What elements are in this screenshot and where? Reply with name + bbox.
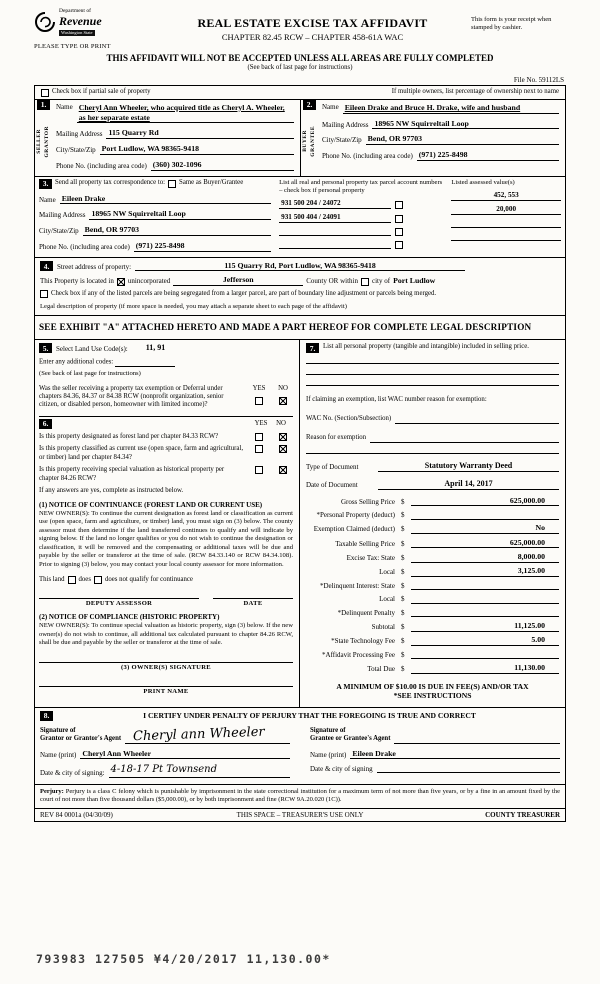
form-title: REAL ESTATE EXCISE TAX AFFIDAVIT xyxy=(197,16,428,30)
section-6-badge: 6. xyxy=(39,419,52,429)
personal-property-row xyxy=(306,343,559,353)
section-8-badge: 8. xyxy=(40,711,53,721)
perjury-lead: Perjury: xyxy=(40,787,64,795)
receipt-note: This form is your receipt when stamped by cashier. xyxy=(471,16,552,32)
send-correspondence-label: Send all property tax correspondence to: xyxy=(55,179,166,187)
wac-number-field[interactable] xyxy=(395,415,559,424)
historic-question: Is this property receiving special valuation as historical property per chapter 84.26 RCW? xyxy=(39,466,225,482)
buyer-name-text: Eileen Drake and Bruce H. Drake, wife and husband xyxy=(344,102,521,112)
signature-of-label: Signature of xyxy=(310,726,346,734)
any-yes-note: If any answers are yes, complete as instructed below. xyxy=(39,487,184,495)
multiple-owners-note: If multiple owners, list percentage of ownership next to name xyxy=(391,88,559,96)
land-does-not-checkbox[interactable] xyxy=(94,576,102,584)
subtotal-row xyxy=(306,621,559,632)
county-treasurer-label: COUNTY TREASURER xyxy=(485,810,560,819)
header-left xyxy=(34,8,154,51)
seller-city-label: City/State/Zip xyxy=(56,146,96,155)
personal-property-label: List all personal property (tangible and intangible) included in selling price. xyxy=(323,343,529,351)
grantee-signature-row xyxy=(310,727,560,744)
parcel-numbers-header: List all real and personal property tax parcel account numbers – check box if personal property xyxy=(279,178,443,194)
exemption-claimed-row xyxy=(306,523,559,534)
taxable-selling-price-row xyxy=(306,538,559,549)
grantee-date-row xyxy=(310,764,560,773)
grantee-signature-column xyxy=(310,727,560,778)
grantor-date-row xyxy=(40,764,290,778)
seller-city-row xyxy=(56,144,294,155)
land-use-label: Select Land Use Code(s): xyxy=(56,344,128,353)
street-address-value[interactable]: 115 Quarry Rd, Port Ludlow, WA 98365-9418 xyxy=(135,261,465,272)
total-due-label: Total Due xyxy=(367,664,395,673)
grantee-name-label: Name (print) xyxy=(310,750,347,759)
assessed-value-2[interactable]: 20,000 xyxy=(451,205,561,215)
section-3-badge: 3. xyxy=(39,179,52,189)
grantor-agent-label: Grantor or Grantor's Agent xyxy=(40,735,122,743)
parcel-row xyxy=(279,199,445,209)
print-name-cell xyxy=(39,686,293,696)
grantee-signature-field[interactable] xyxy=(394,728,560,744)
segregated-checkbox[interactable] xyxy=(40,290,48,298)
corr-name-label: Name xyxy=(39,195,56,204)
land-does-checkbox[interactable] xyxy=(68,576,76,584)
delinquent-penalty-label: *Delinquent Penalty xyxy=(337,608,395,617)
notice-compliance-body: NEW OWNER(S): To continue special valuation as historic property, sign (3) below. If the new owner(s) do not wish to continue, all additional tax calculated pursuant to chapter 84.26 RCW, shall be due and payable by the seller or transferor at the time of sale. xyxy=(39,622,293,647)
wac-number-label: WAC No. (Section/Subsection) xyxy=(306,415,392,423)
subtotal-label: Subtotal xyxy=(371,622,395,631)
current-use-no-checkbox[interactable] xyxy=(279,445,287,453)
print-name-label: PRINT NAME xyxy=(143,687,189,695)
affidavit-processing-fee-value[interactable] xyxy=(411,649,559,659)
exemption-claimed-value[interactable]: No xyxy=(411,523,559,534)
assessed-value-4[interactable] xyxy=(451,232,561,241)
personal-property-deduct-label: *Personal Property (deduct) xyxy=(316,511,395,520)
city-checkbox[interactable] xyxy=(361,278,369,286)
corr-name-value[interactable]: Eileen Drake xyxy=(60,194,271,205)
section-1-badge: 1. xyxy=(37,100,50,110)
section-3-assessed xyxy=(451,179,561,252)
additional-codes-field[interactable] xyxy=(115,358,175,367)
grantor-handwritten-signature: Cheryl ann Wheeler xyxy=(132,725,266,745)
personal-property-line-3[interactable] xyxy=(306,375,559,386)
historic-yes-checkbox[interactable] xyxy=(255,466,263,474)
see-back-instructions: (See back of last page for instructions) xyxy=(39,370,141,378)
parties xyxy=(35,100,565,177)
does-label: does xyxy=(78,575,91,583)
type-of-document-row xyxy=(306,461,559,472)
grantor-vertical-label: GRANTOR xyxy=(44,125,50,158)
seller-mailing-row xyxy=(56,128,294,139)
delinquent-interest-state-value[interactable] xyxy=(411,580,559,590)
city-of-label: city of xyxy=(372,277,391,286)
grantor-name-row xyxy=(40,749,290,760)
perjury-text: Perjury is a class C felony which is punishable by imprisonment in the state correctional institution for a maximum term of not more than five years, or by a fine in an amount fixed by the court of not more than five thousand dollars ($5,000.00), or by both imprisonment and fine (RCW 9A.20.020 (1C)). xyxy=(40,787,560,804)
same-as-buyer-checkbox[interactable] xyxy=(168,180,176,188)
seller-phone-label: Phone No. (including area code) xyxy=(56,161,147,170)
seller-city-value[interactable]: Port Ludlow, WA 98365-9418 xyxy=(100,144,294,155)
claiming-exemption-note: If claiming an exemption, list WAC number reason for exemption: xyxy=(306,396,487,404)
owners-signature-line[interactable] xyxy=(39,662,293,663)
dollar-sign: $ xyxy=(401,568,405,577)
delinquent-interest-state-row xyxy=(306,580,559,590)
exemption-no-checkbox[interactable] xyxy=(279,397,287,405)
grantor-signature-row xyxy=(40,727,290,744)
section-4 xyxy=(35,258,565,316)
section-5 xyxy=(39,343,293,410)
seller-side-labels xyxy=(36,110,51,171)
street-address-row xyxy=(40,261,560,272)
buyer-mailing-row xyxy=(322,119,559,130)
partial-sale-label: Check box if partial sale of property xyxy=(52,88,151,96)
section-7 xyxy=(300,340,565,706)
additional-codes-label: Enter any additional codes: xyxy=(39,358,114,366)
grantor-signature-labels xyxy=(40,727,125,744)
please-type-note: PLEASE TYPE OR PRINT xyxy=(34,42,111,50)
section-6-header xyxy=(39,419,293,429)
parcel-number-3[interactable] xyxy=(279,227,391,236)
reason-exemption-row xyxy=(306,434,559,443)
left-column xyxy=(35,340,300,706)
buyer-city-value[interactable]: Bend, OR 97703 xyxy=(366,134,559,145)
dollar-sign: $ xyxy=(401,511,405,520)
seller-vertical-label: SELLER xyxy=(36,128,43,154)
delinquent-interest-local-label: Local xyxy=(379,595,395,604)
dollar-sign: $ xyxy=(401,622,405,631)
date-of-document-value[interactable]: April 14, 2017 xyxy=(378,479,559,490)
does-not-label: does not qualify for continuance xyxy=(104,575,193,583)
parcel-number-4[interactable] xyxy=(279,240,391,249)
forest-land-question: Is this property designated as forest land per chapter 84.33 RCW? xyxy=(39,432,219,440)
buyer-city-row xyxy=(322,134,559,145)
treasurer-space-label: THIS SPACE – TREASURER'S USE ONLY xyxy=(236,810,364,819)
notice-compliance-title: (2) NOTICE OF COMPLIANCE (HISTORIC PROPERTY) xyxy=(39,613,220,622)
seller-phone-value[interactable]: (360) 302-1096 xyxy=(151,160,294,171)
grantor-date-label: Date & city of signing: xyxy=(40,769,105,778)
taxable-selling-price-value[interactable]: 625,000.00 xyxy=(411,538,559,549)
located-in-row xyxy=(40,275,560,286)
deputy-date-label: DATE xyxy=(243,600,263,608)
buyer-side-labels xyxy=(302,110,317,171)
section-5-badge: 5. xyxy=(39,343,52,353)
reason-exemption-label: Reason for exemption xyxy=(306,434,367,442)
reason-exemption-field[interactable] xyxy=(370,434,559,443)
corr-phone-row xyxy=(39,241,271,252)
minimum-fee-line-2: *SEE INSTRUCTIONS xyxy=(393,691,472,701)
dollar-sign: $ xyxy=(401,637,405,646)
total-due-value[interactable]: 11,130.00 xyxy=(411,663,559,674)
seller-mailing-label: Mailing Address xyxy=(56,130,103,139)
print-name-line[interactable] xyxy=(39,686,293,687)
located-in-label: This Property is located in xyxy=(40,277,114,286)
seller-mailing-value[interactable]: 115 Quarry Rd xyxy=(106,128,294,139)
no-header: NO xyxy=(276,419,286,427)
excise-tax-local-label: Local xyxy=(379,568,395,577)
dollar-sign: $ xyxy=(401,650,405,659)
corr-mailing-row xyxy=(39,209,271,220)
current-use-yes-checkbox[interactable] xyxy=(255,445,263,453)
section-7-badge: 7. xyxy=(306,343,319,353)
date-of-document-row xyxy=(306,479,559,490)
signature-of-label: Signature of xyxy=(40,726,76,734)
delinquent-interest-local-row xyxy=(306,594,559,604)
cashier-stamp: 793983 127505 ¥4/20/2017 11,130.00* xyxy=(36,951,331,966)
seller-name-text: Cheryl Ann Wheeler, who acquired title as Cheryl A. Wheeler, as her separate estate xyxy=(78,102,285,122)
type-of-document-value[interactable]: Statutory Warranty Deed xyxy=(378,461,559,472)
owners-signature-label: (3) OWNER(S) SIGNATURE xyxy=(120,663,211,671)
affidavit-processing-fee-label: *Affidavit Processing Fee xyxy=(322,650,395,659)
deputy-date-line[interactable] xyxy=(213,598,293,599)
buyer-phone-row xyxy=(322,150,559,161)
segregated-row xyxy=(40,290,560,298)
county-value[interactable]: Jefferson xyxy=(173,275,303,286)
current-use-question-row xyxy=(39,445,293,462)
parcel-3-personal-checkbox[interactable] xyxy=(395,228,403,236)
legal-description-note: Legal description of property (if more space is needed, you may attach a separate sheet to each page of the affidavit) xyxy=(40,302,347,310)
parcel-1-personal-checkbox[interactable] xyxy=(395,201,403,209)
unincorporated-checkbox[interactable] xyxy=(117,278,125,286)
exhibit-a-line: SEE EXHIBIT "A" ATTACHED HERETO AND MADE A PART HEREOF FOR COMPLETE LEGAL DESCRIPTION xyxy=(35,316,565,341)
land-qualify-row xyxy=(39,576,293,584)
forest-yes-checkbox[interactable] xyxy=(255,433,263,441)
parcel-number-2[interactable]: 931 500 404 / 24091 xyxy=(279,213,391,223)
date-of-document-label: Date of Document xyxy=(306,481,358,489)
parcel-number-1[interactable]: 931 500 204 / 24072 xyxy=(279,199,391,209)
owners-signature-cell xyxy=(39,662,293,672)
grantor-name-label: Name (print) xyxy=(40,750,77,759)
parcel-2-personal-checkbox[interactable] xyxy=(395,215,403,223)
parcel-4-personal-checkbox[interactable] xyxy=(395,241,403,249)
buyer-vertical-label: BUYER xyxy=(302,130,309,153)
signature-columns xyxy=(40,727,560,778)
minimum-fee-note xyxy=(306,682,559,701)
personal-property-line-2[interactable] xyxy=(306,364,559,375)
corr-city-value[interactable]: Bend, OR 97703 xyxy=(83,225,271,236)
grantor-signature-field[interactable] xyxy=(125,725,290,745)
exemption-question-block xyxy=(39,385,293,410)
state-technology-fee-row xyxy=(306,635,559,646)
assessed-value-1[interactable]: 452, 553 xyxy=(451,191,561,201)
section-4-badge: 4. xyxy=(40,261,53,271)
gross-selling-price-label: Gross Selling Price xyxy=(340,497,395,506)
assessed-value-3[interactable] xyxy=(451,219,561,228)
exemption-yes-checkbox[interactable] xyxy=(255,397,263,405)
certify-statement: I CERTIFY UNDER PENALTY OF PERJURY THAT THE FOREGOING IS TRUE AND CORRECT xyxy=(143,710,476,720)
grantor-handwritten-date: 4-18-17 Pt Townsend xyxy=(110,764,218,776)
parcel-row xyxy=(279,240,445,249)
seller-fields xyxy=(52,100,294,171)
deputy-assessor-label: DEPUTY ASSESSOR xyxy=(85,600,153,608)
segregated-label: Check box if any of the listed parcels are being segregated from a larger parcel, are part of boundary line adjustment or parcels being merged. xyxy=(51,290,437,298)
excise-tax-local-value[interactable]: 3,125.00 xyxy=(411,566,559,577)
corr-phone-label: Phone No. (including area code) xyxy=(39,242,130,251)
taxable-selling-price-label: Taxable Selling Price xyxy=(335,539,395,548)
section-8 xyxy=(35,708,565,784)
section-2-badge: 2. xyxy=(303,100,316,110)
logo-department-of: Department of xyxy=(59,8,91,14)
deputy-assessor-row xyxy=(39,598,293,608)
excise-tax-local-row xyxy=(306,566,559,577)
grantee-vertical-label: GRANTEE xyxy=(310,125,316,157)
reason-exemption-line-2[interactable] xyxy=(306,443,559,454)
parcel-row xyxy=(279,213,445,223)
seller-name-row xyxy=(56,103,294,123)
buyer-side-column xyxy=(301,100,318,171)
corr-city-row xyxy=(39,225,271,236)
delinquent-interest-state-label: *Delinquent Interest: State xyxy=(319,581,395,590)
logo-revenue: Revenue xyxy=(59,13,102,28)
grantor-signature-column xyxy=(40,727,290,778)
yes-header: YES xyxy=(252,384,266,392)
header-center xyxy=(154,8,471,43)
exemption-answer xyxy=(249,385,293,410)
buyer-phone-value[interactable]: (971) 225-8498 xyxy=(417,150,559,161)
section-3-parcels xyxy=(279,179,451,252)
dollar-sign: $ xyxy=(401,581,405,590)
logo-washington-state: Washington State xyxy=(61,29,93,35)
dollar-sign: $ xyxy=(401,539,405,548)
seller-name-label: Name xyxy=(56,102,73,111)
footer-row xyxy=(35,808,565,822)
exemption-claimed-label: Exemption Claimed (deduct) xyxy=(313,525,395,534)
buyer-mailing-value[interactable]: 18965 NW Squirreltail Loop xyxy=(372,119,559,130)
grantee-agent-label: Grantee or Grantee's Agent xyxy=(310,735,391,743)
notice-continuance-title: (1) NOTICE OF CONTINUANCE (FOREST LAND OR CURRENT USE) xyxy=(39,500,263,509)
file-number: File No. 59112LS xyxy=(513,75,564,84)
street-address-label: Street address of property: xyxy=(57,262,132,271)
assessed-values-header: Listed assessed value(s) xyxy=(451,178,515,186)
grantor-date-value[interactable] xyxy=(109,764,290,778)
personal-property-deduct-row xyxy=(306,510,559,520)
yes-header: YES xyxy=(254,419,268,427)
deputy-assessor-signature-line[interactable] xyxy=(39,598,199,599)
form-body xyxy=(34,85,566,822)
buyer-fields xyxy=(318,100,559,171)
dor-logo xyxy=(34,8,154,37)
exemption-question: Was the seller receiving a property tax exemption or Deferral under chapters 84.36, 84.37 or 84.38 RCW (nonprofit organization, senior citizen, or disabled person, homeowner with limited income)? xyxy=(39,384,224,409)
this-land-label: This land xyxy=(39,575,65,583)
dollar-sign: $ xyxy=(401,664,405,673)
top-row xyxy=(35,86,565,99)
seller-phone-row xyxy=(56,160,294,171)
city-value[interactable]: Port Ludlow xyxy=(393,276,436,286)
seller-side-column xyxy=(35,100,52,171)
buyer-city-label: City/State/Zip xyxy=(322,136,362,145)
certify-row xyxy=(40,711,560,721)
buyer-name-row xyxy=(322,103,559,114)
corr-name-row xyxy=(39,194,271,205)
type-of-document-label: Type of Document xyxy=(306,463,359,471)
section-3-correspondence xyxy=(39,179,279,252)
form-revision-number: REV 84 0001a (04/30/09) xyxy=(40,810,113,819)
current-use-question: Is this property classified as current use (open space, farm and agricultural, or timber) land per chapter 84.34? xyxy=(39,445,244,461)
delinquent-interest-local-value[interactable] xyxy=(411,594,559,604)
same-as-buyer-label: Same as Buyer/Grantee xyxy=(179,179,244,187)
personal-property-deduct-value[interactable] xyxy=(411,510,559,520)
deputy-assessor-cell xyxy=(39,598,199,608)
section-buyer xyxy=(300,100,565,176)
dollar-sign: $ xyxy=(401,497,405,506)
forest-no-checkbox[interactable] xyxy=(279,433,287,441)
state-technology-fee-value[interactable]: 5.00 xyxy=(411,635,559,646)
subtotal-value[interactable]: 11,125.00 xyxy=(411,621,559,632)
corr-city-label: City/State/Zip xyxy=(39,227,79,236)
dollar-sign: $ xyxy=(401,553,405,562)
county-or-within-label: County OR within xyxy=(306,277,358,286)
partial-sale-checkbox[interactable] xyxy=(41,89,49,97)
state-technology-fee-label: *State Technology Fee xyxy=(331,637,395,646)
dollar-sign: $ xyxy=(401,608,405,617)
land-use-row xyxy=(39,343,293,353)
money-section xyxy=(306,496,559,674)
unincorporated-label: unincorporated xyxy=(127,277,171,286)
logo-text xyxy=(59,8,102,37)
middle-columns xyxy=(35,340,565,707)
perjury-paragraph xyxy=(35,784,565,808)
grantee-name-row xyxy=(310,749,560,760)
corr-mailing-label: Mailing Address xyxy=(39,211,86,220)
deputy-date-cell xyxy=(213,598,293,608)
grantee-date-value[interactable] xyxy=(377,764,560,773)
grantor-name-value[interactable]: Cheryl Ann Wheeler xyxy=(80,749,290,760)
dollar-sign: $ xyxy=(401,595,405,604)
excise-tax-state-value[interactable]: 8,000.00 xyxy=(411,552,559,563)
additional-codes-row xyxy=(39,358,293,367)
excise-tax-state-row xyxy=(306,552,559,563)
section-3 xyxy=(35,177,565,258)
historic-no-checkbox[interactable] xyxy=(279,466,287,474)
buyer-name-label: Name xyxy=(322,102,339,111)
corr-mailing-value[interactable]: 18965 NW Squirreltail Loop xyxy=(89,209,271,220)
grantee-signature-labels xyxy=(310,727,394,744)
buyer-name-value[interactable] xyxy=(343,103,559,114)
parcel-row xyxy=(279,227,445,236)
personal-property-line-1[interactable] xyxy=(306,353,559,364)
section-seller xyxy=(35,100,300,176)
buyer-phone-label: Phone No. (including area code) xyxy=(322,152,413,161)
gross-selling-price-value[interactable]: 625,000.00 xyxy=(411,496,559,507)
total-due-row xyxy=(306,663,559,674)
header xyxy=(34,8,566,51)
warning-line: THIS AFFIDAVIT WILL NOT BE ACCEPTED UNLESS ALL AREAS ARE FULLY COMPLETED xyxy=(106,53,494,63)
corr-phone-value[interactable]: (971) 225-8498 xyxy=(134,241,271,252)
delinquent-penalty-value[interactable] xyxy=(411,607,559,617)
land-use-value[interactable]: 11, 91 xyxy=(145,343,166,353)
revenue-swirl-icon xyxy=(34,11,56,33)
excise-tax-state-label: Excise Tax: State xyxy=(346,553,395,562)
see-back-note: (See back of last page for instructions) xyxy=(247,64,353,72)
affidavit-processing-fee-row xyxy=(306,649,559,659)
wac-number-row xyxy=(306,415,559,424)
grantee-date-label: Date & city of signing xyxy=(310,764,373,773)
grantee-name-value[interactable]: Eileen Drake xyxy=(350,749,560,760)
buyer-mailing-label: Mailing Address xyxy=(322,120,369,129)
forest-land-question-row xyxy=(39,433,293,441)
form-chapter-line: CHAPTER 82.45 RCW – CHAPTER 458-61A WAC xyxy=(221,32,404,42)
minimum-fee-line-1: A MINIMUM OF $10.00 IS DUE IN FEE(S) AND/OR TAX xyxy=(336,681,529,691)
send-correspondence-row xyxy=(39,179,271,189)
seller-name-value[interactable] xyxy=(77,103,294,123)
delinquent-penalty-row xyxy=(306,607,559,617)
no-header: NO xyxy=(278,384,288,392)
historic-question-row xyxy=(39,466,293,483)
section-6 xyxy=(39,416,293,696)
gross-selling-price-row xyxy=(306,496,559,507)
dollar-sign: $ xyxy=(401,525,405,534)
notice-continuance-body: NEW OWNER(S): To continue the current designation as forest land or classification as current use (open space, farm and agriculture, or timber) land, you must sign on (3) below. The county assessor must then determine if the land transferred continues to qualify and will indicate by signing below. If the land no longer qualifies or you do not wish to continue the designation or classification, it will be removed and the compensating or additional taxes will be due and payable by the seller or transferor at the time of sale. (RCW 84.33.140 or RCW 84.34.108). Prior to signing (3) below, you may contact your local county assessor for more information. xyxy=(39,509,293,568)
